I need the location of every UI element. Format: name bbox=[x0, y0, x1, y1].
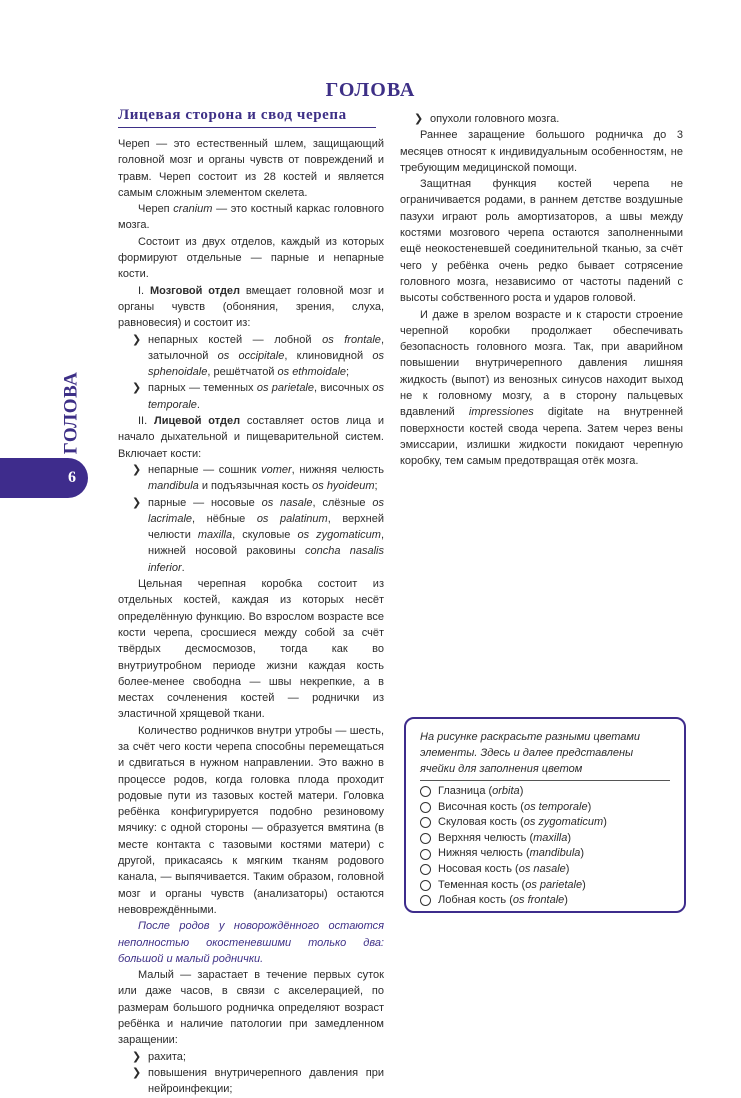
paragraph: Защитная функция костей черепа не ограничивается родами, в раннем детстве воздушные пазухи играют роль амортизаторов, а швы между костями мозгового черепа остаются заполненными ещё неокостеневшей соединительной тканью, за счёт чего у ребёнка очень редко бывает сотрясение головного мозга, независимо от частоты падений с высоты собственного роста и ударов головой. bbox=[400, 178, 683, 305]
text: , нёбные bbox=[192, 512, 257, 525]
paragraph bbox=[118, 201, 384, 234]
list-item bbox=[118, 332, 384, 381]
text: — это костный каркас головного мозга. bbox=[118, 203, 384, 232]
text: . bbox=[196, 398, 200, 411]
color-cell-checkbox[interactable] bbox=[420, 817, 431, 828]
list-item bbox=[118, 462, 384, 495]
bullet-list bbox=[400, 111, 683, 127]
latin-term: vomer bbox=[261, 463, 292, 476]
color-cell-checkbox[interactable] bbox=[420, 864, 431, 875]
legend-list bbox=[420, 784, 670, 909]
side-running-title bbox=[54, 371, 88, 455]
list-item bbox=[118, 380, 384, 413]
color-cell-checkbox[interactable] bbox=[420, 802, 431, 813]
latin-term: os palatinum bbox=[256, 512, 328, 525]
text: digitate на внутренней поверхности костей свода черепа. Затем через вены эмиссарии, излишки жидкости покидают черепную коробку, тем самым предотвращая отёк мозга. bbox=[400, 406, 683, 468]
paragraph: Количество родничков внутри утробы — шесть, за счёт чего кости черепа способны перемещаться и сдвигаться в нужном направлении. Это важно в процессе родов, когда головка плода проходит родовые пути из тазовых костей матери. Головка ребёнка конфигурируется подобно резиновому мячику: с одной стороны — образуется вмятина (в месте контакта с тазовыми костями матери) с другой, прикасаясь к мягким тканям родового канала, — выпячивается. Таким образом, головной мозг и органы чувств (анализаторы) остаются невовреждёнными. bbox=[118, 724, 384, 916]
term-bold: Лицевой отдел bbox=[154, 415, 241, 428]
list-item bbox=[400, 111, 683, 127]
highlight-note: После родов у новорождённого остаются неполностью окостеневшими только два: большой и малый роднички. bbox=[118, 920, 384, 965]
bullet-list bbox=[118, 332, 384, 413]
text: опухоли головного мозга. bbox=[430, 113, 560, 125]
latin-term: orbita bbox=[492, 785, 520, 797]
color-cell-checkbox[interactable] bbox=[420, 849, 431, 860]
text: ) bbox=[564, 894, 568, 907]
latin-term: os ethmoidale bbox=[277, 366, 347, 379]
chevron-bullet-icon: ❯ bbox=[414, 113, 424, 125]
text: составляет остов лица и начало дыхательной и пищеварительной систем. Включает кости: bbox=[118, 415, 384, 460]
legend-item bbox=[420, 862, 670, 878]
text: ) bbox=[567, 831, 572, 844]
text: ; bbox=[346, 366, 350, 379]
text: вмещает головной мозг и органы чувств (обоняния, зрения, слуха, равновесия) и состоит из: bbox=[118, 284, 384, 330]
text: Теменная кость ( bbox=[438, 878, 526, 891]
section-title: Лицевая сторона и свод черепа bbox=[118, 107, 376, 128]
chevron-bullet-icon: ❯ bbox=[132, 496, 142, 509]
text: ) bbox=[587, 800, 592, 813]
text: Скуловая кость ( bbox=[438, 816, 524, 829]
latin-term: maxilla bbox=[197, 529, 233, 542]
term-bold: Мозговой отдел bbox=[149, 284, 241, 297]
text: Лобная кость ( bbox=[438, 894, 513, 907]
latin-term: os zygomaticum bbox=[297, 529, 381, 542]
text: , затылочной bbox=[148, 333, 384, 362]
paragraph: Цельная черепная коробка состоит из отдельных костей, каждая из которых несёт определённую функцию. Во взрослом возрасте все кости черепа, сросшиеся между собой за счёт твёрдых десмосмозов, тогда как во внутриутробном периоде жизни каждая кость более-менее свободна — швы некрепкие, а в местах сочленения костей — роднички из эластичной хрящевой ткани. bbox=[118, 578, 384, 721]
latin-term: os temporale bbox=[148, 382, 384, 411]
paragraph bbox=[118, 283, 384, 332]
latin-term: os nasale bbox=[261, 496, 313, 509]
text: ) bbox=[580, 847, 585, 860]
legend-item bbox=[420, 893, 670, 909]
text: повышения внутричерепного давления при нейроинфекции; bbox=[148, 1066, 384, 1096]
text: Носовая кость ( bbox=[438, 862, 519, 875]
legend-item bbox=[420, 846, 670, 862]
legend-item bbox=[420, 831, 670, 847]
paragraph: Череп — это естественный шлем, защищающий головной мозг и органы чувств от повреждений и травм. Череп состоит из 28 костей и является самым сложным элементом скелета. bbox=[118, 138, 384, 199]
text: . bbox=[181, 561, 185, 574]
latin-term: maxilla bbox=[533, 831, 568, 844]
text: I. bbox=[138, 284, 150, 297]
latin-term: concha nasalis inferior bbox=[148, 545, 384, 574]
text: II. bbox=[138, 415, 154, 428]
bullet-list bbox=[118, 462, 384, 576]
latin-term: os hyoideum bbox=[312, 480, 375, 493]
legend-item bbox=[420, 878, 670, 894]
paragraph bbox=[118, 413, 384, 462]
text: , скуловые bbox=[232, 529, 298, 542]
text: Глазница ( bbox=[438, 785, 493, 797]
text: , височных bbox=[314, 382, 373, 395]
text: , нижней носовой раковины bbox=[148, 529, 384, 558]
page-heading: ГОЛОВА bbox=[325, 79, 416, 101]
text: , нижняя челюсть bbox=[291, 463, 385, 476]
legend-item bbox=[420, 815, 670, 831]
text: парные — носовые bbox=[148, 496, 262, 509]
text: ) bbox=[582, 878, 586, 891]
legend-item bbox=[420, 784, 670, 800]
latin-term: mandibula bbox=[148, 480, 199, 493]
latin-term: mandibula bbox=[529, 847, 581, 860]
text: ) bbox=[603, 816, 607, 829]
page-number-tab: 6 bbox=[0, 458, 88, 498]
text: , слёзные bbox=[312, 496, 373, 509]
text: , верхней челюсти bbox=[148, 512, 384, 542]
latin-term: os parietale bbox=[525, 878, 583, 891]
left-column bbox=[118, 136, 384, 1098]
list-item bbox=[118, 495, 384, 576]
chevron-bullet-icon: ❯ bbox=[132, 1066, 142, 1079]
latin-term: os lacrimale bbox=[148, 496, 384, 525]
side-running-title-text: ГОЛОВА bbox=[60, 371, 81, 455]
legend-intro: На рисунке раскрасьте разными цветами элементы. Здесь и далее представлены ячейки для заполнения цветом bbox=[420, 731, 641, 775]
latin-term: os zygomaticum bbox=[523, 816, 604, 829]
latin-term: cranium bbox=[173, 203, 213, 216]
latin-term: os parietale bbox=[256, 382, 314, 395]
text: непарные — сошник bbox=[148, 463, 262, 476]
right-column bbox=[400, 111, 683, 470]
paragraph bbox=[400, 307, 683, 470]
divider bbox=[420, 780, 670, 781]
text: , клиновидной bbox=[284, 349, 373, 362]
text: Череп bbox=[138, 203, 174, 216]
chevron-bullet-icon: ❯ bbox=[132, 1050, 142, 1063]
latin-term: os occipitale bbox=[217, 349, 285, 362]
text: ) bbox=[519, 785, 524, 797]
text: И даже в зрелом возрасте и к старости строение черепной коробки продолжает обеспечивать безопасность головного мозга. Так, при аварийном повышении внутричерепного давления лишняя жидкость (выпот) из венозных синусов находит выход не к головному мозгу, а в сторону пальцевых вдавлений bbox=[400, 308, 683, 419]
paragraph: Состоит из двух отделов, каждый из которых формируют отдельные — парные и непарные кости. bbox=[118, 235, 384, 281]
latin-term: os nasale bbox=[518, 862, 566, 875]
coloring-legend-box bbox=[404, 717, 686, 913]
text: ) bbox=[565, 862, 570, 875]
color-cell-checkbox[interactable] bbox=[420, 880, 431, 891]
paragraph: Раннее заращение большого родничка до 3 месяцев относят к индивидуальным особенностям, не требующим медицинской помощи. bbox=[400, 129, 683, 174]
text: ; bbox=[374, 480, 378, 493]
bullet-list bbox=[118, 1049, 384, 1098]
chevron-bullet-icon: ❯ bbox=[132, 333, 142, 346]
latin-term: os frontale bbox=[322, 333, 381, 346]
text: Височная кость ( bbox=[438, 800, 524, 813]
chevron-bullet-icon: ❯ bbox=[132, 463, 142, 476]
text: Нижняя челюсть ( bbox=[438, 847, 530, 860]
text: Верхняя челюсть ( bbox=[438, 831, 534, 844]
paragraph: Малый — зарастает в течение первых суток или даже часов, в связи с акселерацией, по размерам большого родничка определяют возраст ребёнка и наличие патологии при замедленном заращении: bbox=[118, 969, 384, 1047]
color-cell-checkbox[interactable] bbox=[420, 895, 431, 906]
legend-item bbox=[420, 800, 670, 816]
text: и подъязычная кость bbox=[198, 480, 313, 493]
color-cell-checkbox[interactable] bbox=[420, 833, 431, 844]
latin-term: os temporale bbox=[523, 800, 588, 813]
text: непарных костей — лобной bbox=[148, 333, 323, 346]
text: парных — теменных bbox=[148, 382, 257, 395]
text: рахита; bbox=[148, 1050, 186, 1063]
list-item bbox=[118, 1065, 384, 1098]
latin-term: os sphenoidale bbox=[148, 349, 384, 379]
latin-term: os frontale bbox=[512, 894, 565, 907]
color-cell-checkbox[interactable] bbox=[420, 786, 431, 797]
list-item bbox=[118, 1049, 384, 1065]
chevron-bullet-icon: ❯ bbox=[132, 382, 142, 395]
latin-term: impressiones bbox=[468, 406, 534, 419]
text: , решётчатой bbox=[207, 366, 278, 379]
